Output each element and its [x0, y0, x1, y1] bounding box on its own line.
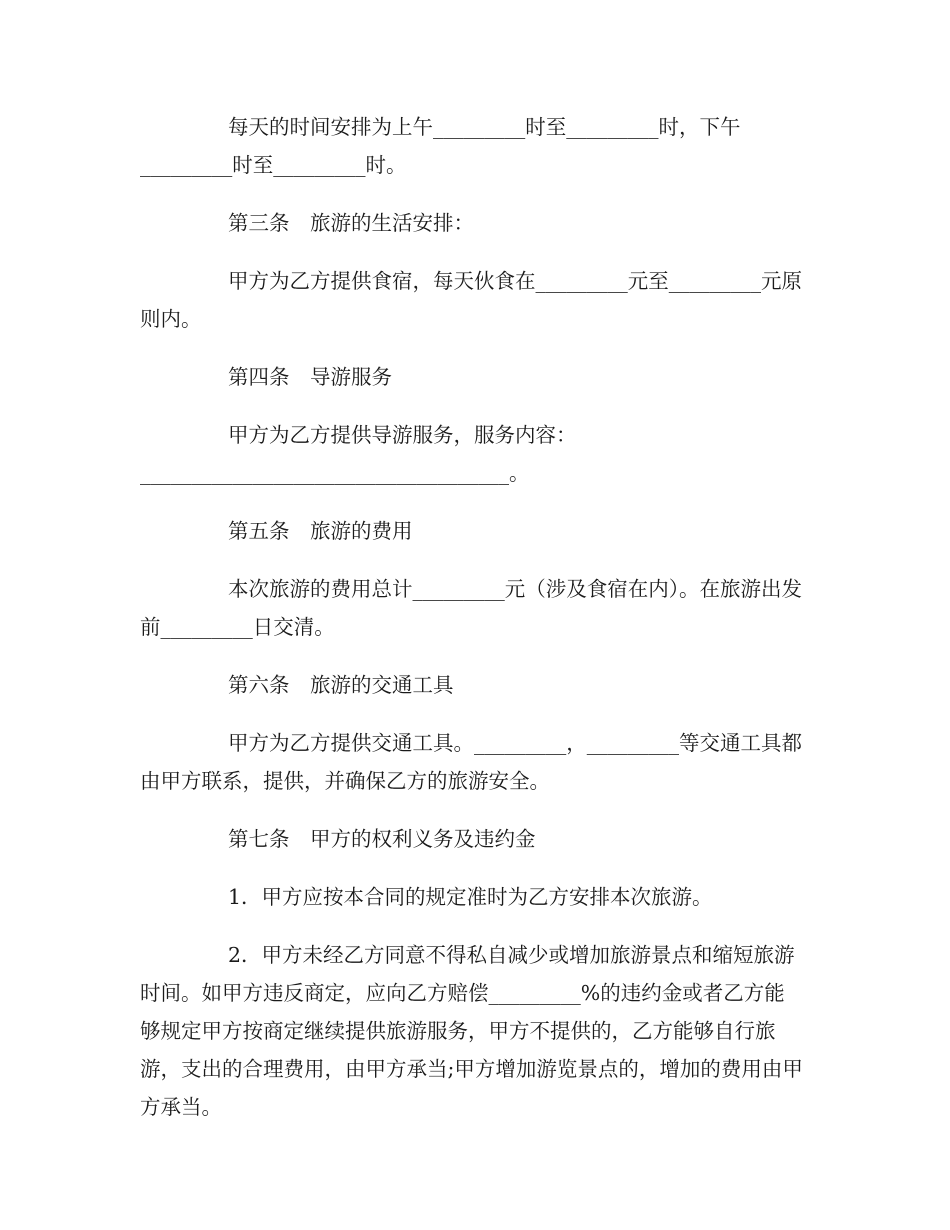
article-3-heading: 第三条 旅游的生活安排： [228, 211, 474, 235]
paragraph-party-a-duty-1: 1．甲方应按本合同的规定准时为乙方安排本次旅游。 [228, 885, 713, 909]
article-7-heading: 第七条 甲方的权利义务及违约金 [228, 827, 536, 851]
contract-text [140, 108, 805, 1146]
article-4-heading: 第四条 导游服务 [228, 365, 392, 389]
paragraph-transport: 甲方为乙方提供交通工具。_________，_________等交通工具都由甲方联系，提供，并确保乙方的旅游安全。 [140, 731, 802, 793]
article-5-heading: 第五条 旅游的费用 [228, 519, 413, 543]
paragraph-party-a-duty-2: 2．甲方未经乙方同意不得私自减少或增加旅游景点和缩短旅游时间。如甲方违反商定，应向乙方赔偿_________%的违约金或者乙方能够规定甲方按商定继续提供旅游服务，甲方不提供的，乙方能够自行旅游，支出的合理费用，由甲方承当;甲方增加游览景点的，增加的费用由甲方承当。 [140, 943, 803, 1119]
paragraph-daily-schedule: 每天的时间安排为上午_________时至_________时，下午_________时至_________时。 [140, 115, 741, 177]
paragraph-fees: 本次旅游的费用总计_________元（涉及食宿在内）。在旅游出发前_________日交清。 [140, 577, 802, 639]
paragraph-meals: 甲方为乙方提供食宿，每天伙食在_________元至_________元原则内。 [140, 269, 802, 331]
article-6-heading: 第六条 旅游的交通工具 [228, 673, 454, 697]
paragraph-guide-service: 甲方为乙方提供导游服务，服务内容：____________________________________。 [140, 423, 577, 485]
